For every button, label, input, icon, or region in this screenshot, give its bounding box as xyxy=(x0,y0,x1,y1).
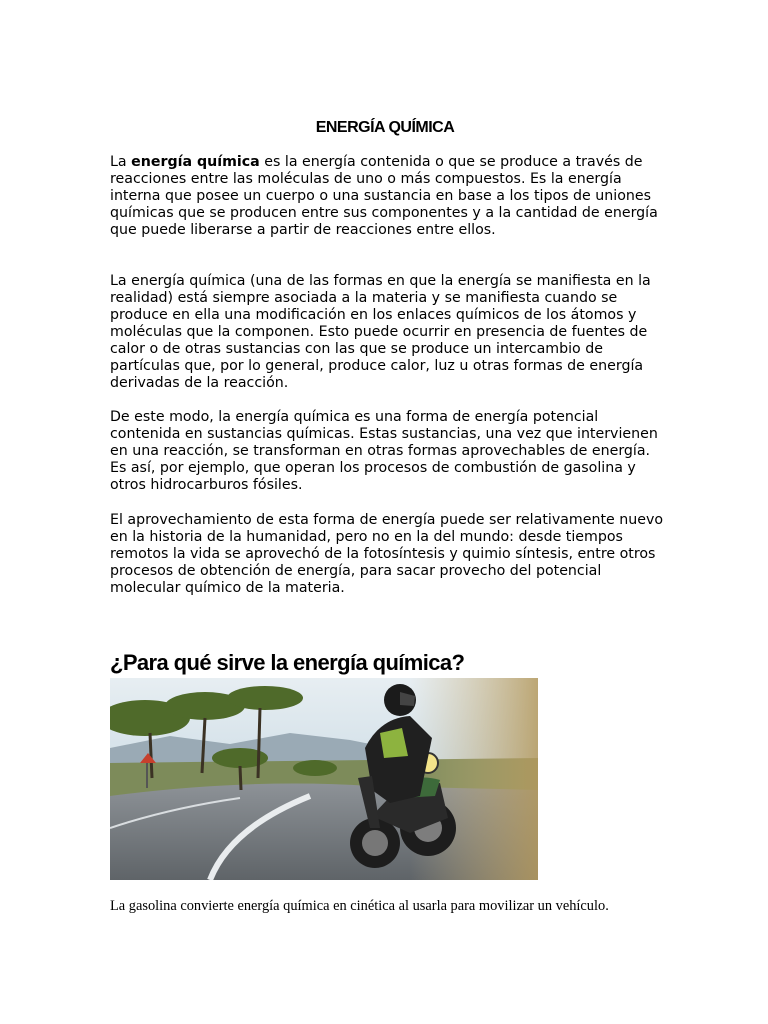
document-title: ENERGÍA QUÍMICA xyxy=(315,119,455,136)
intro-paragraph xyxy=(110,154,666,239)
paragraph-2: La energía química (una de las formas en que la energía se manifiesta en la realidad) está siempre asociada a la materia y se manifiesta cuando se produce en ella una modificación en los enlaces químicos de los átomos y moléculas que la componen. Esto puede ocurrir en presencia de fuentes de calor o de otras sustancias con las que se produce un intercambio de partículas que, por lo general, produce calor, luz u otras formas de energía derivadas de la reacción. xyxy=(110,273,651,391)
figure-caption: La gasolina convierte energía química en cinética al usarla para movilizar un vehículo. xyxy=(110,898,609,914)
paragraph-4: El aprovechamiento de esta forma de energía puede ser relativamente nuevo en la historia de la humanidad, pero no en la del mundo: desde tiempos remotos la vida se aprovechó de la fotosíntesis y quimio síntesis, entre otros procesos de obtención de energía, para sacar provecho del potencial molecular químico de la materia. xyxy=(110,512,664,596)
intro-bold-term: energía química xyxy=(131,154,260,170)
intro-lead: La xyxy=(110,154,132,170)
motorcycle-illustration xyxy=(110,678,538,880)
motorcycle-photo xyxy=(110,678,538,880)
section-heading: ¿Para qué sirve la energía química? xyxy=(110,650,465,675)
intro-rest: es la energía contenida o que se produce a través de reacciones entre las moléculas de uno o más compuestos. Es la energía interna que posee un cuerpo o una sustancia en base a los tipos de uniones químicas que se producen entre sus componentes y a la cantidad de energía que puede liberarse a partir de reacciones entre ellos. xyxy=(110,154,658,238)
paragraph-3: De este modo, la energía química es una forma de energía potencial contenida en sustancias químicas. Estas sustancias, una vez que intervienen en una reacción, se transforman en otras formas aprovechables de energía. Es así, por ejemplo, que operan los procesos de combustión de gasolina y otros hidrocarburos fósiles. xyxy=(110,409,658,493)
